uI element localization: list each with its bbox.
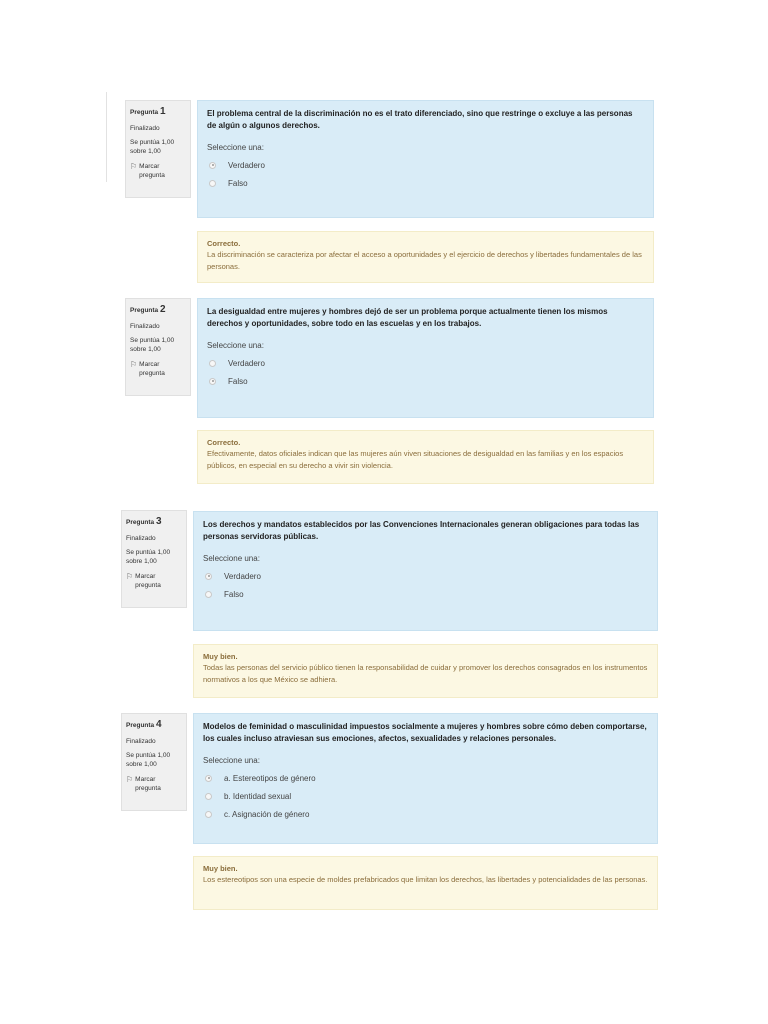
radio-icon[interactable] — [205, 811, 212, 818]
feedback-text: Efectivamente, datos oficiales indican que las mujeres aún viven situaciones de desigualdad en las familias y en los espacios públicos, en especial en su derecho a vivir sin violencia. — [207, 449, 624, 470]
question-number: 1 — [159, 106, 166, 117]
flag-icon: ⚐ — [130, 359, 138, 369]
select-prompt: Seleccione una: — [207, 143, 264, 152]
question-label: Pregunta — [126, 519, 155, 526]
answer-options — [203, 769, 648, 823]
question-state: Finalizado — [130, 322, 160, 330]
question-info-3 — [121, 510, 187, 608]
radio-icon[interactable] — [209, 180, 216, 187]
feedback-title: Correcto. — [207, 438, 241, 447]
flag-icon: ⚐ — [130, 161, 138, 171]
question-label: Pregunta — [130, 109, 159, 116]
answer-options — [203, 567, 648, 603]
flag-icon: ⚐ — [126, 571, 134, 581]
feedback-box-4 — [193, 856, 658, 910]
question-label: Pregunta — [130, 307, 159, 314]
question-box-2 — [197, 298, 654, 418]
question-text: La desigualdad entre mujeres y hombres dejó de ser un problema porque actualmente tienen los mismos derechos y oportunidades, sobre todo en las escuelas y en los trabajos. — [207, 307, 608, 328]
question-grade: Se puntúa 1,00 sobre 1,00 — [130, 139, 175, 156]
select-prompt: Seleccione una: — [207, 341, 264, 350]
question-number: 2 — [159, 304, 166, 315]
feedback-text: Todas las personas del servicio público tienen la responsabilidad de cuidar y promover los derechos consagrados en los instrumentos normativos a los que México se adhiera. — [203, 663, 648, 684]
flag-icon: ⚐ — [126, 774, 134, 784]
answer-options — [207, 354, 644, 390]
feedback-title: Correcto. — [207, 239, 241, 248]
question-state: Finalizado — [130, 124, 160, 132]
question-info-1 — [125, 100, 191, 198]
radio-icon[interactable] — [209, 360, 216, 367]
feedback-title: Muy bien. — [203, 864, 238, 873]
feedback-text: Los estereotipos son una especie de moldes prefabricados que limitan los derechos, las libertades y potencialidades de las personas. — [203, 875, 648, 885]
radio-icon[interactable] — [209, 378, 216, 385]
question-info-4 — [121, 713, 187, 811]
question-grade: Se puntúa 1,00 sobre 1,00 — [126, 549, 171, 566]
question-state: Finalizado — [126, 737, 156, 745]
question-box-4 — [193, 713, 658, 844]
option-verdadero[interactable]: Verdadero — [203, 567, 648, 585]
radio-icon[interactable] — [205, 591, 212, 598]
radio-icon[interactable] — [205, 573, 212, 580]
feedback-title: Muy bien. — [203, 652, 238, 661]
feedback-box-1 — [197, 231, 654, 283]
question-state: Finalizado — [126, 534, 156, 542]
radio-icon[interactable] — [209, 162, 216, 169]
flag-question-link[interactable]: ⚐ Marcar pregunta — [130, 161, 165, 179]
option-falso[interactable]: Falso — [207, 372, 644, 390]
option-falso[interactable]: Falso — [207, 174, 644, 192]
question-box-1 — [197, 100, 654, 218]
radio-icon[interactable] — [205, 775, 212, 782]
option-a[interactable]: a. Estereotipos de género — [203, 769, 648, 787]
select-prompt: Seleccione una: — [203, 756, 260, 765]
question-grade: Se puntúa 1,00 sobre 1,00 — [130, 337, 175, 354]
answer-options — [207, 156, 644, 192]
question-text: Modelos de feminidad o masculinidad impuestos socialmente a mujeres y hombres sobre cómo deben comportarse, los cuales incluso atraviesan sus emociones, afectos, sexualidades y relaciones personales. — [203, 722, 647, 743]
question-number: 4 — [155, 719, 162, 730]
question-grade: Se puntúa 1,00 sobre 1,00 — [126, 752, 171, 769]
option-verdadero[interactable]: Verdadero — [207, 156, 644, 174]
option-c[interactable]: c. Asignación de género — [203, 805, 648, 823]
page-divider — [106, 92, 107, 182]
flag-question-link[interactable]: ⚐ Marcar pregunta — [130, 359, 165, 377]
feedback-box-3 — [193, 644, 658, 698]
question-info-2 — [125, 298, 191, 396]
flag-question-link[interactable]: ⚐ Marcar pregunta — [126, 774, 161, 792]
flag-question-link[interactable]: ⚐ Marcar pregunta — [126, 571, 161, 589]
radio-icon[interactable] — [205, 793, 212, 800]
question-label: Pregunta — [126, 722, 155, 729]
feedback-text: La discriminación se caracteriza por afectar el acceso a oportunidades y el ejercicio de derechos y libertades fundamentales de las personas. — [207, 250, 642, 271]
select-prompt: Seleccione una: — [203, 554, 260, 563]
question-text: El problema central de la discriminación no es el trato diferenciado, sino que restringe o excluye a las personas de algún o algunos derechos. — [207, 109, 633, 130]
option-b[interactable]: b. Identidad sexual — [203, 787, 648, 805]
option-falso[interactable]: Falso — [203, 585, 648, 603]
question-box-3 — [193, 511, 658, 631]
question-number: 3 — [155, 516, 162, 527]
feedback-box-2 — [197, 430, 654, 484]
question-text: Los derechos y mandatos establecidos por las Convenciones Internacionales generan obligaciones para todas las personas servidoras públicas. — [203, 520, 640, 541]
option-verdadero[interactable]: Verdadero — [207, 354, 644, 372]
